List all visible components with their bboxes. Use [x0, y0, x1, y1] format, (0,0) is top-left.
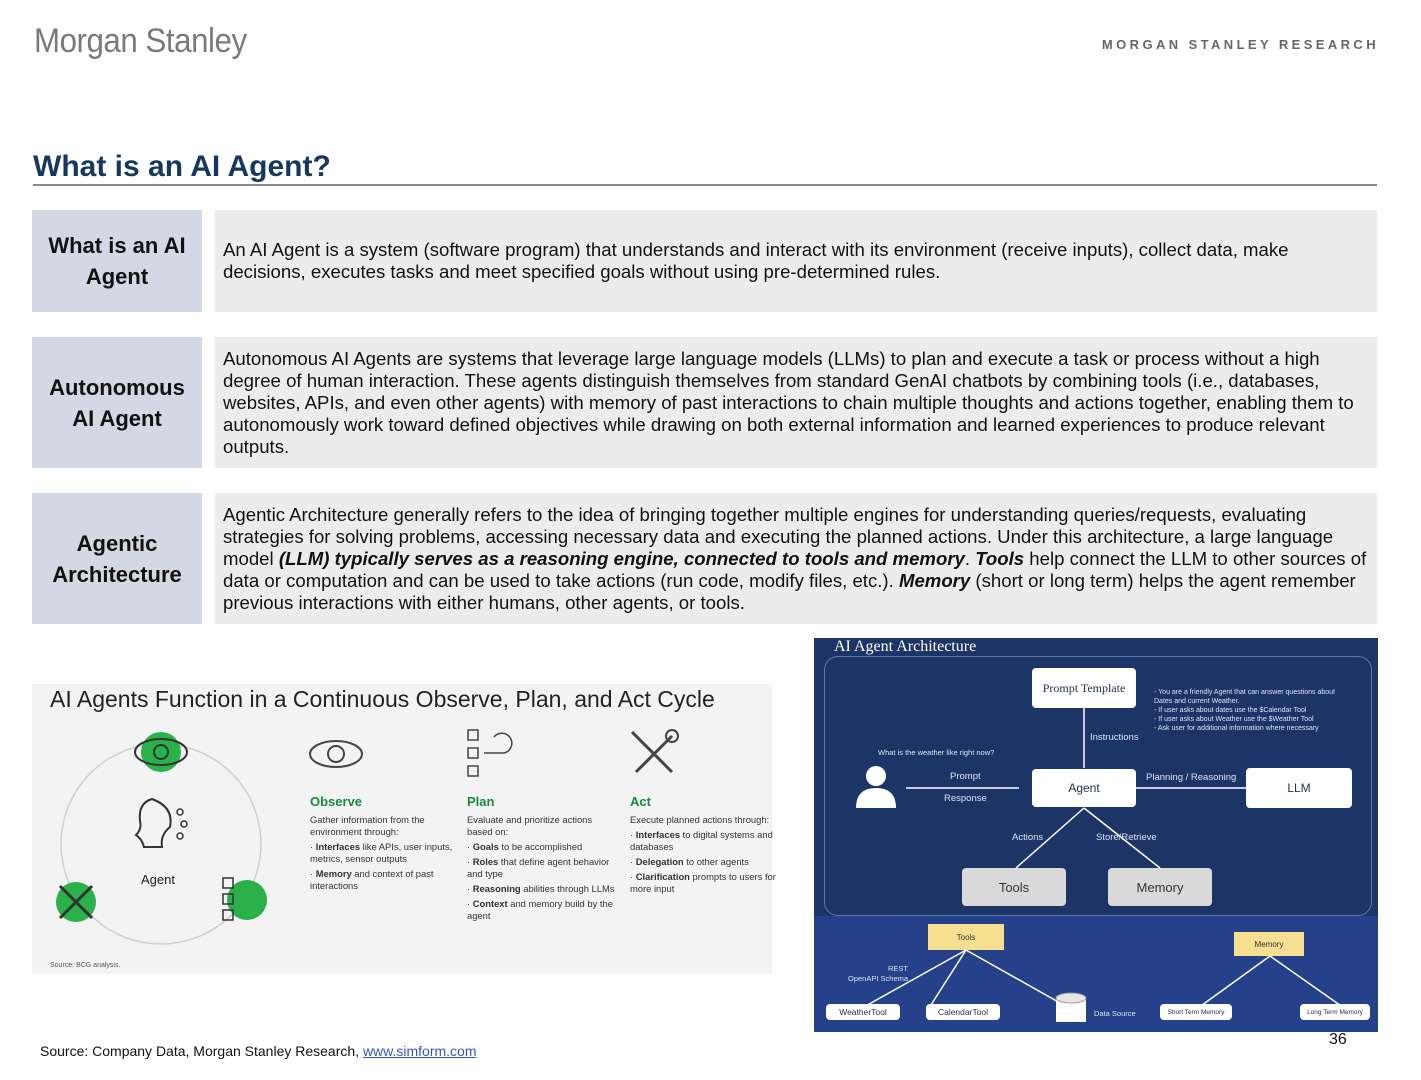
instructions-label: Instructions	[1090, 732, 1139, 743]
row-label-text: Autonomous AI Agent	[49, 374, 185, 431]
research-label: MORGAN STANLEY RESEARCH	[1101, 37, 1379, 52]
data-source-label: Data Source	[1094, 1009, 1136, 1018]
item-bold: Interfaces	[635, 829, 681, 840]
eye-icon	[135, 732, 187, 772]
memory-box: Memory	[1108, 868, 1212, 906]
observe-list	[310, 841, 460, 892]
text-part: (short or long term) helps the agent remember previous interactions with either humans, other agents, or tools.	[223, 569, 1356, 613]
act-list	[630, 829, 780, 895]
weather-tool-box: WeatherTool	[826, 1004, 900, 1020]
item-bold: Context	[472, 898, 508, 909]
observe-eye-icon	[308, 736, 368, 772]
item-bold: Roles	[472, 856, 499, 867]
openapi-label: OpenAPI Schema	[848, 974, 909, 983]
agent-label: Agent	[141, 872, 175, 887]
item-bold: Memory	[315, 868, 352, 879]
row-desc-text: Autonomous AI Agents are systems that leverage large language models (LLMs) to plan and execute a task or process without a high degree of human interaction. These agents distinguish themselves from standard GenAI chatbots by combining tools (i.e., databases, websites, APIs, and even other agents) with memory of past interactions to chain multiple thoughts and actions together, enabling them to autonomously work toward defined objectives while drawing on both external information and learned experiences to produce relevant outputs.	[223, 347, 1354, 457]
item-bold: Reasoning	[472, 883, 521, 894]
template-notes	[1154, 688, 1374, 733]
lower-tools-box: Tools	[928, 924, 1004, 950]
plan-icon	[223, 878, 267, 920]
item-bold: Interfaces	[315, 841, 361, 852]
list-item	[310, 841, 460, 865]
plan-checklist-icon	[464, 728, 520, 778]
database-icon	[1056, 993, 1086, 1022]
page-title: What is an AI Agent?	[33, 150, 331, 183]
item-text: that define agent behavior and type	[467, 856, 610, 879]
text-part: Agentic Architecture generally refers to the idea of bringing together multiple engines for understanding queries/requests, evaluating strategies for solving problems, accessing necessary data and executing the planned actions. Under this architecture, a large language model	[223, 503, 1334, 569]
actions-label: Actions	[1012, 832, 1044, 843]
item-text: prompts to users for more input	[630, 871, 776, 894]
note-line: - If user asks about Weather use the $Weather Tool	[1154, 716, 1314, 723]
text-part: .	[964, 547, 976, 569]
item-bold: Delegation	[635, 856, 684, 867]
plan-intro: Evaluate and prioritize actions based on:	[467, 814, 593, 837]
row-desc-autonomous	[215, 337, 1377, 468]
lower-memory-box: Memory	[1234, 932, 1304, 956]
response-label: Response	[944, 793, 987, 804]
row-label-text: Agentic Architecture	[52, 530, 182, 587]
plan-list	[467, 841, 617, 922]
emphasis-llm: (LLM) typically serves as a reasoning engine, connected to tools and memory	[278, 547, 965, 569]
rest-label: REST	[888, 964, 909, 973]
list-item	[467, 883, 617, 895]
llm-box: LLM	[1246, 768, 1352, 808]
act-column	[630, 796, 780, 895]
item-text: like APIs, user inputs, metrics, sensor outputs	[310, 841, 453, 864]
item-text: to other agents	[683, 856, 749, 867]
long-term-memory-box: Long Term Memory	[1300, 1004, 1370, 1020]
item-text: and context of past interactions	[310, 868, 434, 891]
row-label-agentic	[32, 493, 202, 624]
note-line: - You are a friendly Agent that can answer questions about	[1154, 689, 1335, 696]
tools-box: Tools	[962, 868, 1066, 906]
cycle-figure	[32, 684, 776, 974]
act-heading: Act	[630, 794, 651, 809]
act-intro: Execute planned actions through:	[630, 814, 770, 825]
planning-label: Planning / Reasoning	[1146, 772, 1237, 783]
cycle-diagram	[32, 714, 292, 974]
note-line: - If user asks about dates use the $Calendar Tool	[1154, 707, 1307, 714]
observe-heading: Observe	[310, 794, 363, 809]
row-desc-agentic	[215, 493, 1377, 624]
prompt-template-box: Prompt Template	[1032, 668, 1136, 708]
item-bold: Clarification	[635, 871, 690, 882]
observe-column	[310, 796, 460, 892]
note-line: Dates and current Weather.	[1154, 698, 1240, 705]
list-item	[630, 829, 780, 853]
page-number: 36	[1329, 1031, 1347, 1048]
list-item	[467, 841, 617, 853]
plan-column	[467, 796, 617, 922]
emphasis-tools: Tools	[975, 547, 1025, 569]
cycle-title: AI Agents Function in a Continuous Observe, Plan, and Act Cycle	[50, 686, 715, 712]
arch-title: AI Agent Architecture	[834, 638, 977, 655]
tools-icon	[56, 882, 96, 922]
title-divider	[33, 184, 1377, 186]
row-label-what-is	[32, 210, 202, 312]
emphasis-memory: Memory	[898, 569, 971, 591]
act-tools-icon	[626, 726, 682, 782]
list-item	[467, 856, 617, 880]
cycle-source: Source: BCG analysis.	[50, 962, 121, 969]
agent-head-icon	[136, 799, 187, 847]
architecture-figure	[814, 638, 1378, 1032]
item-text: to digital systems and databases	[630, 829, 773, 852]
row-desc-text: An AI Agent is a system (software program) that understands and interact with its environment (receive inputs), collect data, make decisions, executes tasks and meet specified goals without using pre-determined rules.	[223, 239, 1289, 282]
user-icon	[856, 766, 896, 808]
list-item	[467, 898, 617, 922]
item-text: to be accomplished	[498, 841, 583, 852]
text-part: help connect the LLM to other sources of data or computation and can be used to take actions (run code, modify files, etc.).	[223, 547, 1367, 591]
item-text: abilities through LLMs	[520, 883, 615, 894]
row-desc-what-is	[215, 210, 1377, 312]
list-item	[310, 868, 460, 892]
item-bold: Goals	[472, 841, 499, 852]
footer-source-link[interactable]: www.simform.com	[362, 1043, 477, 1059]
store-retrieve-label: Store/Retrieve	[1096, 832, 1157, 843]
plan-heading: Plan	[467, 794, 495, 809]
item-text: and memory build by the agent	[467, 898, 613, 921]
row-label-autonomous	[32, 337, 202, 468]
row-desc-text	[223, 504, 1369, 614]
agent-box: Agent	[1032, 769, 1136, 807]
row-label-text: What is an AI Agent	[48, 233, 186, 289]
footer-source-text: Source: Company Data, Morgan Stanley Research,	[40, 1043, 363, 1059]
footer-source	[40, 1043, 477, 1059]
observe-intro: Gather information from the environment through:	[310, 814, 425, 837]
morgan-stanley-logo: Morgan Stanley	[34, 22, 247, 60]
list-item	[630, 871, 780, 895]
user-question: What is the weather like right now?	[878, 748, 995, 757]
prompt-label: Prompt	[950, 771, 981, 782]
note-line: - Ask user for additional information where necessary	[1154, 725, 1319, 732]
short-term-memory-box: Short Term Memory	[1160, 1004, 1232, 1020]
list-item	[630, 856, 780, 868]
calendar-tool-box: CalendarTool	[926, 1004, 1000, 1020]
